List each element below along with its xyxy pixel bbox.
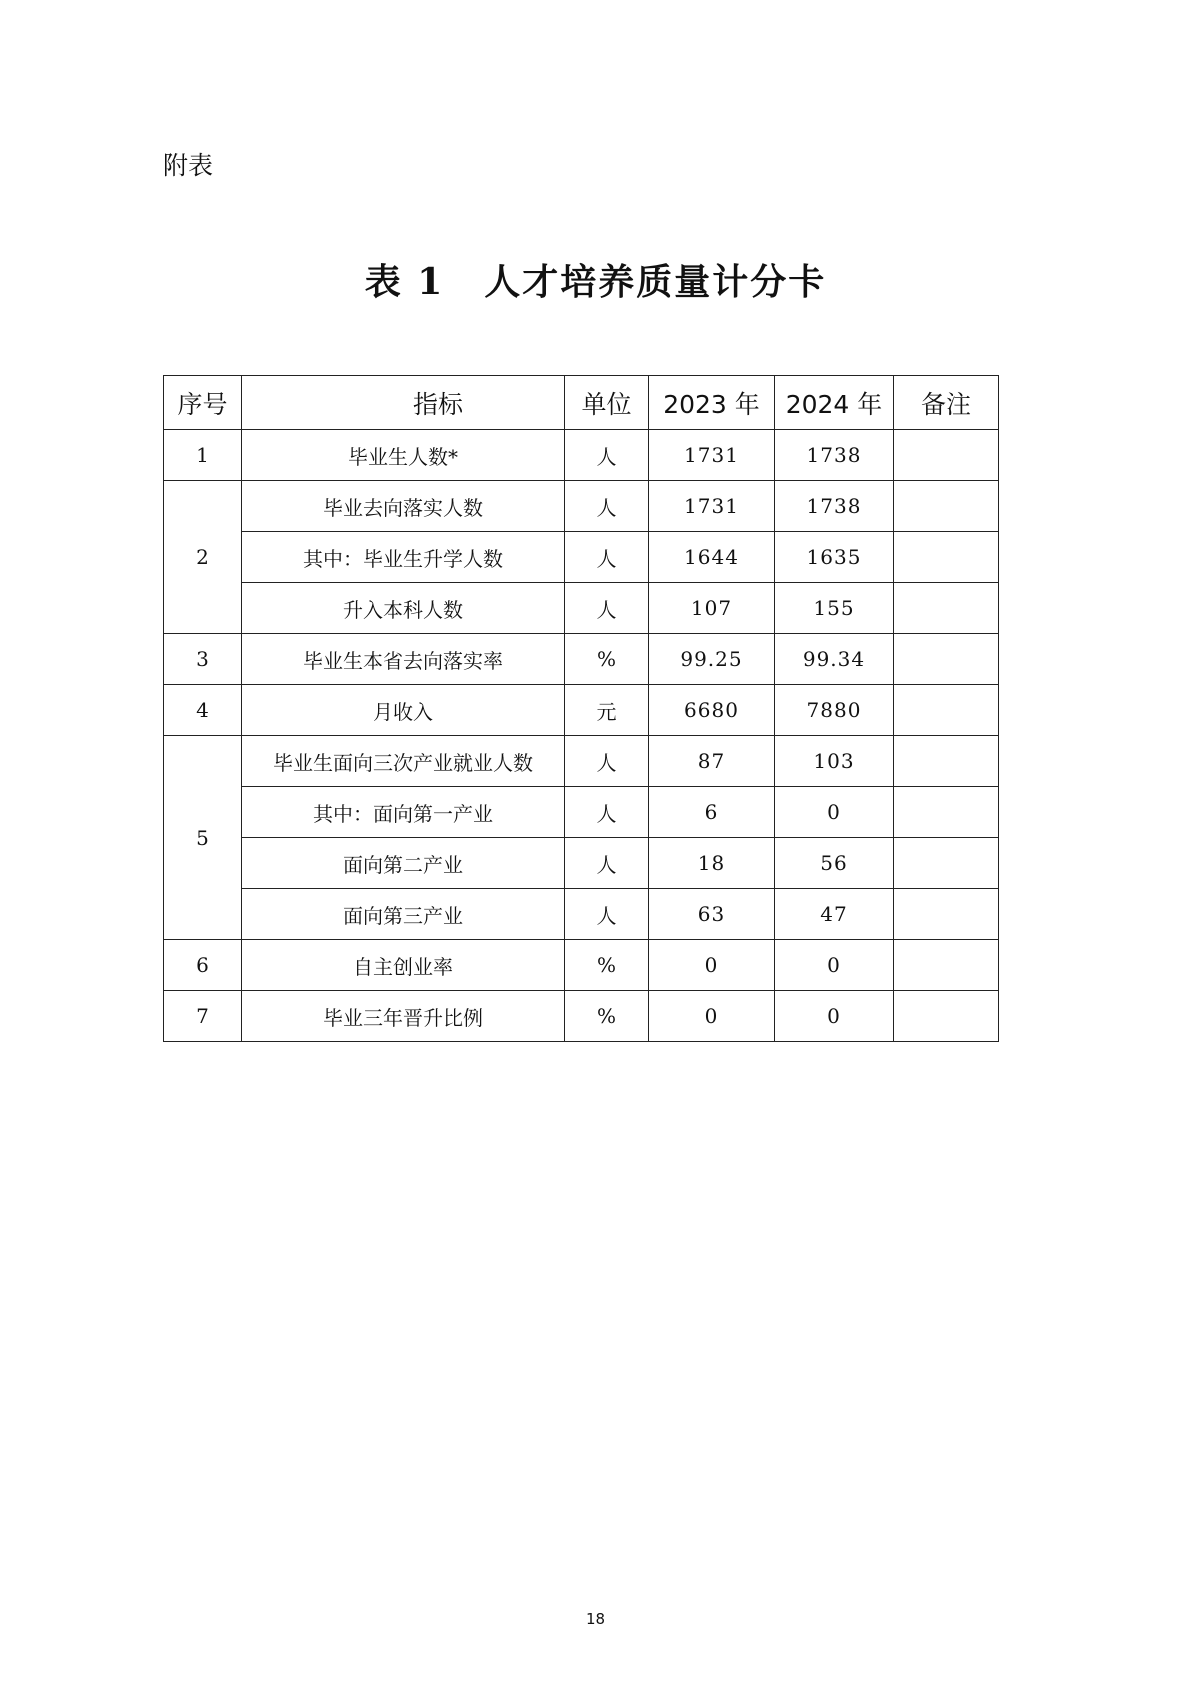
row-seq: 3	[164, 634, 242, 685]
table-row	[164, 838, 999, 889]
row-indicator: 毕业三年晋升比例	[242, 991, 565, 1042]
row-2023: 6680	[649, 685, 775, 736]
table-row	[164, 736, 999, 787]
row-unit: %	[565, 940, 649, 991]
row-unit: 人	[565, 787, 649, 838]
row-seq: 1	[164, 430, 242, 481]
table-row	[164, 685, 999, 736]
row-2024: 47	[775, 889, 894, 940]
table-title	[0, 258, 1191, 306]
row-2023: 0	[649, 940, 775, 991]
row-2024: 0	[775, 940, 894, 991]
header-indicator: 指标	[242, 376, 565, 430]
row-unit: 人	[565, 532, 649, 583]
row-indicator: 毕业去向落实人数	[242, 481, 565, 532]
row-2024: 1738	[775, 481, 894, 532]
row-2023: 6	[649, 787, 775, 838]
row-note	[894, 940, 999, 991]
appendix-label: 附表	[163, 151, 214, 180]
row-indicator: 毕业生面向三次产业就业人数	[242, 736, 565, 787]
row-unit: 元	[565, 685, 649, 736]
row-2024: 0	[775, 991, 894, 1042]
table-row	[164, 634, 999, 685]
row-2023: 63	[649, 889, 775, 940]
row-indicator: 面向第三产业	[242, 889, 565, 940]
row-2023: 87	[649, 736, 775, 787]
scorecard-table	[163, 375, 999, 1042]
table-row	[164, 481, 999, 532]
row-2024: 99.34	[775, 634, 894, 685]
row-unit: 人	[565, 430, 649, 481]
row-indicator: 面向第二产业	[242, 838, 565, 889]
table-number: 表 1	[364, 261, 445, 303]
row-unit: 人	[565, 736, 649, 787]
row-indicator: 其中：面向第一产业	[242, 787, 565, 838]
row-note	[894, 532, 999, 583]
row-2023: 99.25	[649, 634, 775, 685]
row-indicator: 升入本科人数	[242, 583, 565, 634]
row-2024: 155	[775, 583, 894, 634]
row-note	[894, 685, 999, 736]
row-2024: 1635	[775, 532, 894, 583]
header-seq: 序号	[164, 376, 242, 430]
row-unit: %	[565, 634, 649, 685]
row-2024: 7880	[775, 685, 894, 736]
row-2023: 18	[649, 838, 775, 889]
row-indicator: 毕业生人数*	[242, 430, 565, 481]
header-2024: 2024 年	[775, 376, 894, 430]
table-row	[164, 532, 999, 583]
row-note	[894, 838, 999, 889]
row-seq: 6	[164, 940, 242, 991]
row-2024: 1738	[775, 430, 894, 481]
row-unit: 人	[565, 838, 649, 889]
table-row	[164, 787, 999, 838]
table-header-row	[164, 376, 999, 430]
row-note	[894, 583, 999, 634]
row-indicator: 自主创业率	[242, 940, 565, 991]
row-note	[894, 787, 999, 838]
page-number: 18	[585, 1610, 606, 1628]
table-row	[164, 889, 999, 940]
row-2023: 1731	[649, 430, 775, 481]
row-indicator: 月收入	[242, 685, 565, 736]
table-title-text: 人才培养质量计分卡	[484, 261, 827, 303]
row-2023: 107	[649, 583, 775, 634]
row-2023: 1731	[649, 481, 775, 532]
row-note	[894, 481, 999, 532]
table-row	[164, 991, 999, 1042]
row-indicator: 其中：毕业生升学人数	[242, 532, 565, 583]
row-seq: 7	[164, 991, 242, 1042]
row-note	[894, 430, 999, 481]
header-2023: 2023 年	[649, 376, 775, 430]
row-unit: 人	[565, 583, 649, 634]
row-note	[894, 736, 999, 787]
row-unit: %	[565, 991, 649, 1042]
row-2023: 1644	[649, 532, 775, 583]
header-unit: 单位	[565, 376, 649, 430]
header-note: 备注	[894, 376, 999, 430]
row-note	[894, 634, 999, 685]
row-unit: 人	[565, 481, 649, 532]
row-seq: 4	[164, 685, 242, 736]
table-row	[164, 940, 999, 991]
row-note	[894, 889, 999, 940]
row-2023: 0	[649, 991, 775, 1042]
row-2024: 56	[775, 838, 894, 889]
row-unit: 人	[565, 889, 649, 940]
row-seq: 2	[164, 481, 242, 634]
table-row	[164, 430, 999, 481]
row-indicator: 毕业生本省去向落实率	[242, 634, 565, 685]
row-2024: 103	[775, 736, 894, 787]
table-row	[164, 583, 999, 634]
row-seq: 5	[164, 736, 242, 940]
row-note	[894, 991, 999, 1042]
row-2024: 0	[775, 787, 894, 838]
